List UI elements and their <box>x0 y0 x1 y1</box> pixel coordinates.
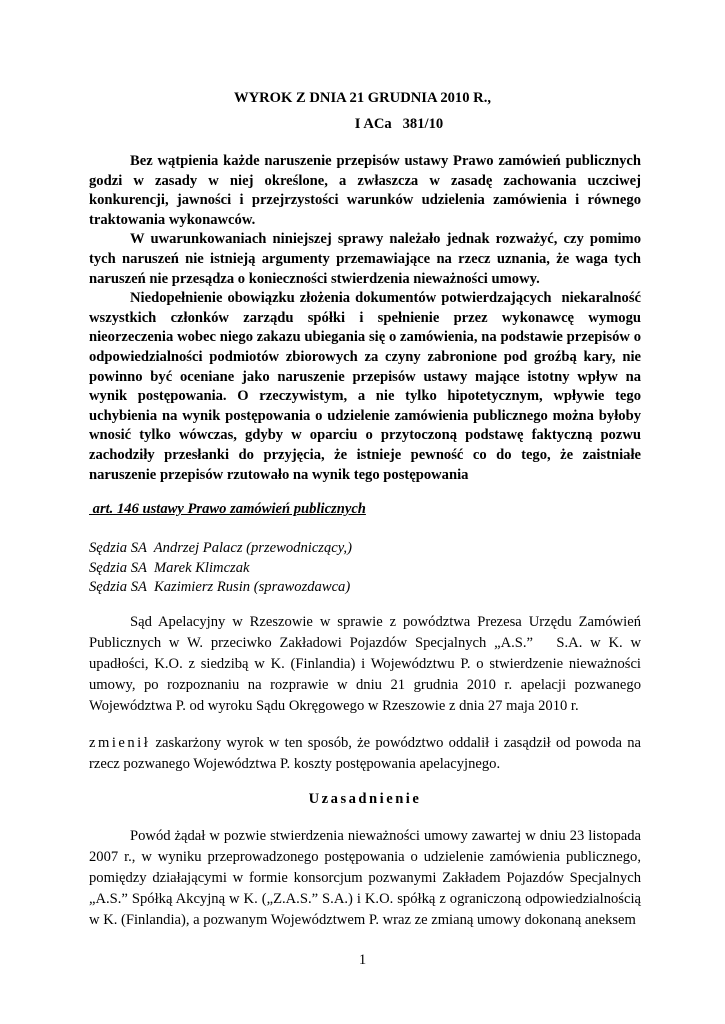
ruling-paragraph <box>89 733 641 775</box>
legal-basis <box>89 500 641 520</box>
justification-paragraph: Powód żądał w pozwie stwierdzenia nieważności umowy zawartej w dniu 23 listopada 2007 r., w wyniku przeprowadzonego postępowania o udzielenie zamówienia publicznego, pomiędzy działającymi w formie konsorcjum pozwanymi Zakładem Pojazdów Specjalnych „A.S.” Spółką Akcyjną w K. („Z.A.S.” S.A.) i K.O. spółką z ograniczoną odpowiedzialnością w K. (Finlandia), a pozwanym Województwem P. wraz ze zmianą umowy dokonaną aneksem <box>89 828 641 928</box>
judges-list <box>89 539 641 598</box>
judge-3: Sędzia SA Kazimierz Rusin (sprawozdawca) <box>89 579 351 596</box>
thesis-paragraph-2: W uwarunkowaniach niniejszej sprawy należało jednak rozważyć, czy pomimo tych naruszeń nie istnieją argumenty przemawiające na rzecz uznania, że waga tych naruszeń nie przesądza o konieczności stwierdzenia nieważności umowy. <box>89 231 641 287</box>
case-signature-text: I ACa 381/10 <box>354 116 444 132</box>
case-signature <box>0 115 725 135</box>
judge-1: Sędzia SA Andrzej Palacz (przewodniczący,) <box>89 540 352 556</box>
court-intro <box>89 612 645 717</box>
page-number: 1 <box>358 952 367 968</box>
ruling <box>89 733 641 775</box>
justification-heading: Uzasadnienie <box>308 791 422 807</box>
ruling-text: zaskarżony wyrok w ten sposób, że powództwo oddalił i zasądził od powoda na rzecz pozwanego Województwa P. koszty postępowania apelacyjnego. <box>89 735 641 772</box>
ruling-keyword: zmienił <box>89 735 151 751</box>
legal-basis-text: art. 146 ustawy Prawo zamówień publicznych <box>89 501 366 517</box>
thesis-paragraph-3: Niedopełnienie obowiązku złożenia dokumentów potwierdzających niekaralność wszystkich członków zarządu spółki i spełnienie przez wykonawcę wymogu nieorzeczenia wobec niego zakazu ubiegania się o zamówienia, na podstawie przepisów o odpowiedzialności podmiotów zbiorowych za czyny zabronione pod groźbą kary, nie powinno być oceniane jako naruszenie przepisów ustawy mające istotny wpływ na wynik postępowania. O rzeczywistym, a nie tylko hipotetycznym, wpływie tego uchybienia na wynik postępowania o udzielenie zamówienia publicznego można byłoby wnosić tylko wówczas, gdyby w oparciu o przytoczoną podstawę faktyczną pozwu zachodziły przesłanki do przyjęcia, że istnieje pewność co do tego, że zaistniałe naruszenie przepisów rzutowało na wynik tego postępowania <box>89 290 645 483</box>
judge-2: Sędzia SA Marek Klimczak <box>89 559 250 576</box>
thesis-paragraph-1: Bez wątpienia każde naruszenie przepisów ustawy Prawo zamówień publicznych godzi w zasady w niej określone, a zwłaszcza w zasadę zachowania uczciwej konkurencji, jawności i przejrzystości warunków udzielenia zamówienia i równego traktowania wykonawców. <box>89 153 641 228</box>
judgment-title: WYROK Z DNIA 21 GRUDNIA 2010 R., <box>233 90 492 106</box>
court-intro-text: Sąd Apelacyjny w Rzeszowie w sprawie z powództwa Prezesa Urzędu Zamówień Publicznych w W. przeciwko Zakładowi Pojazdów Specjalnych „A.S.” S.A. w K. w upadłości, K.O. z siedzibą w K. (Finlandia) i Województwu P. o stwierdzenie nieważności umowy, po rozpoznaniu na rozprawie w dniu 21 grudnia 2010 r. apelacji pozwanego Województwa P. od wyroku Sądu Okręgowego w Rzeszowie z dnia 27 maja 2010 r. <box>89 614 645 714</box>
justification <box>89 826 641 931</box>
thesis-block <box>89 152 645 485</box>
